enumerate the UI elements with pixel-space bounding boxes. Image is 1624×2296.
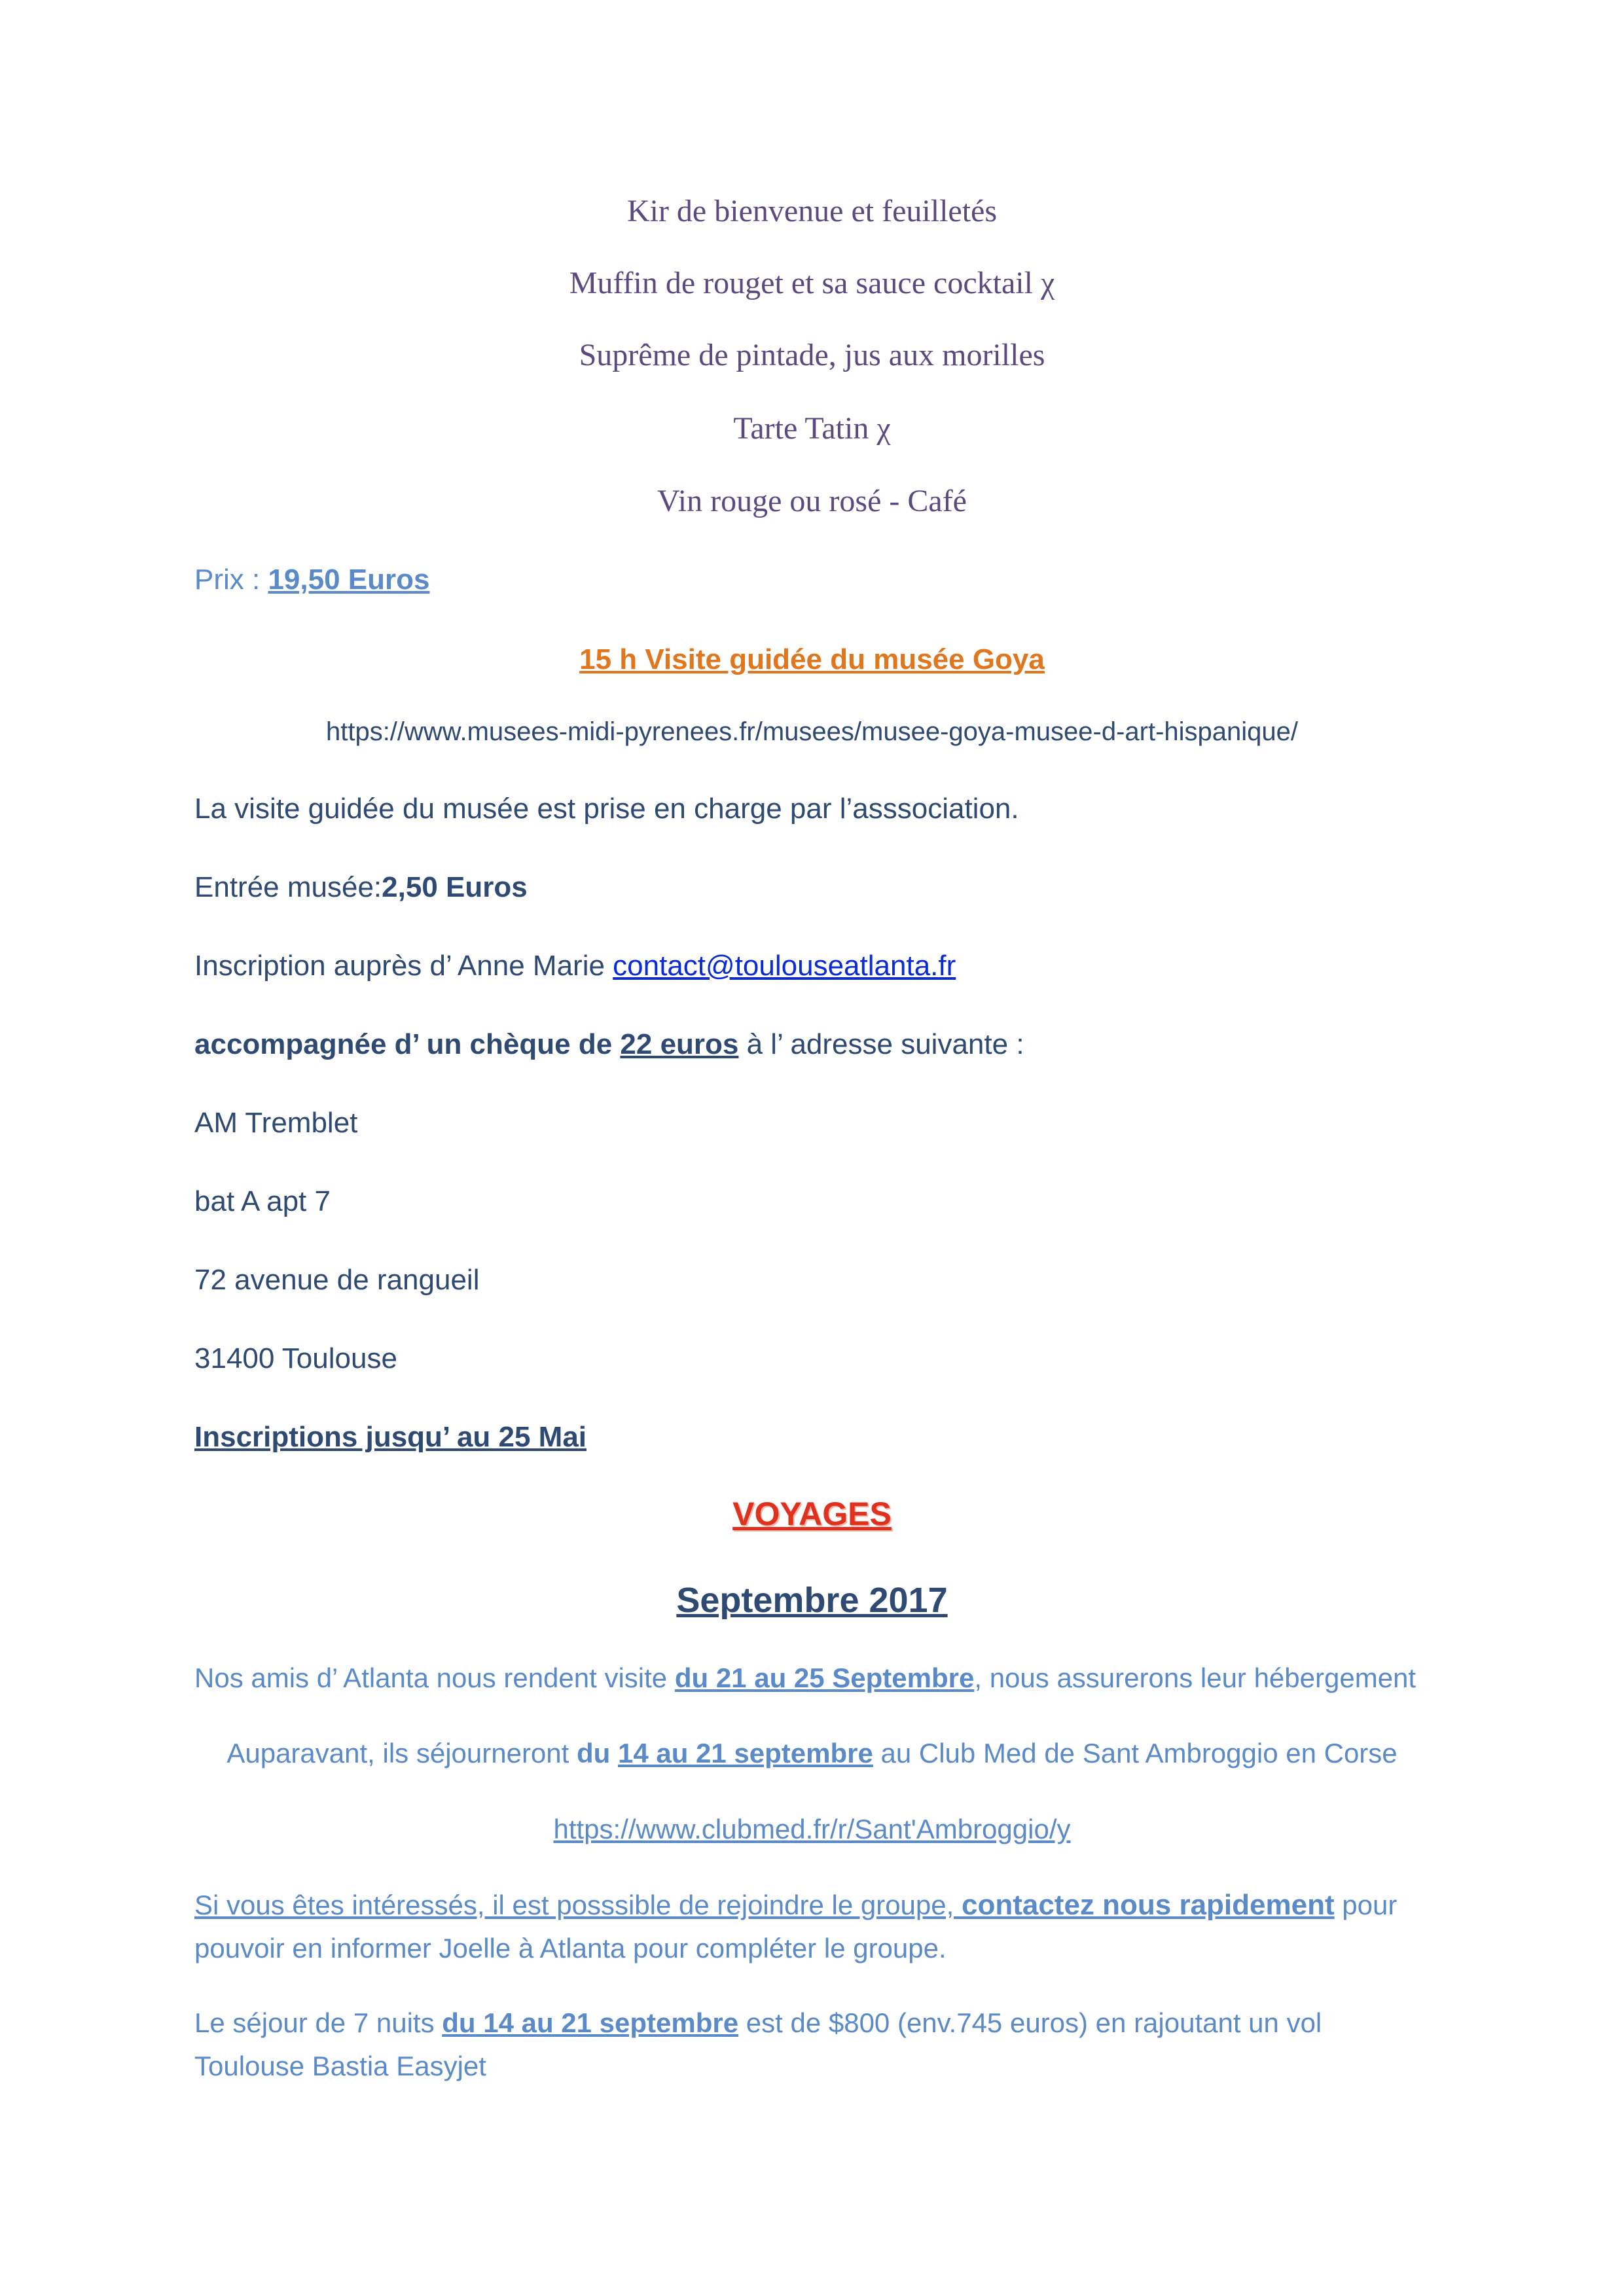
inscription-line [194, 948, 956, 984]
entry-value: 2,50 Euros [382, 871, 528, 903]
voyages-title: VOYAGES [732, 1496, 892, 1532]
menu-item-vin: Vin rouge ou rosé - Café [657, 484, 967, 518]
atlanta-visit-line [194, 1660, 1416, 1696]
before-text-1: Auparavant, ils séjourneront [226, 1738, 577, 1768]
inscription-text: Inscription auprès d’ Anne Marie [194, 950, 613, 982]
visit-title: 15 h Visite guidée du musée Goya [579, 643, 1045, 675]
cheque-amount: 22 euros [620, 1028, 739, 1060]
inscription-deadline: Inscriptions jusqu’ au 25 Mai [194, 1421, 587, 1453]
club-med-line [0, 1735, 1624, 1772]
atlanta-visit-text-1: Nos amis d’ Atlanta nous rendent visite [194, 1662, 675, 1693]
museum-url[interactable]: https://www.musees-midi-pyrenees.fr/musees/musee-goya-musee-d-art-hispanique/ [325, 717, 1299, 746]
stay-text-2: est de $800 (env.745 euros) en rajoutant un vol Toulouse Bastia Easyjet [194, 2007, 1322, 2081]
join-group-paragraph [194, 1884, 1438, 1970]
cheque-line [194, 1026, 1024, 1063]
atlanta-visit-text-2: , nous assurerons leur hébergement [974, 1662, 1416, 1693]
before-du: du [576, 1738, 618, 1768]
voyages-month: Septembre 2017 [676, 1581, 948, 1620]
price-label: Prix : [194, 564, 268, 596]
join-rest: pour pouvoir en informer Joelle à Atlanta pour compléter le groupe. [194, 1890, 1398, 1964]
before-dates: 14 au 21 septembre [617, 1738, 873, 1768]
address-line-2: bat A apt 7 [194, 1185, 331, 1217]
before-text-2: au Club Med de Sant Ambroggio en Corse [873, 1738, 1398, 1768]
cheque-bold: accompagnée d’ un chèque de [194, 1028, 621, 1060]
address-line-1: AM Tremblet [194, 1107, 358, 1139]
contact-email-link[interactable]: contact@toulouseatlanta.fr [613, 950, 956, 982]
join-text: Si vous êtes intéressés, il est posssible de rejoindre le groupe, [194, 1890, 962, 1920]
menu-item-tarte: Tarte Tatin χ [733, 411, 891, 446]
stay-paragraph [194, 2001, 1438, 2088]
menu-item-kir: Kir de bienvenue et feuilletés [626, 194, 998, 228]
join-bold: contactez nous rapidement [961, 1889, 1335, 1921]
address-line-3: 72 avenue de rangueil [194, 1264, 480, 1296]
address-line-4: 31400 Toulouse [194, 1342, 397, 1374]
menu-item-muffin: Muffin de rouget et sa sauce cocktail χ [569, 266, 1055, 300]
price-line [194, 562, 429, 598]
entry-line [194, 869, 528, 906]
entry-label: Entrée musée: [194, 871, 382, 903]
price-value: 19,50 Euros [268, 564, 430, 596]
stay-dates: du 14 au 21 septembre [442, 2007, 739, 2038]
visit-note: La visite guidée du musée est prise en charge par l’asssociation. [194, 793, 1019, 825]
atlanta-visit-dates: du 21 au 25 Septembre [674, 1662, 975, 1693]
cheque-rest: à l’ adresse suivante : [738, 1028, 1024, 1060]
stay-text-1: Le séjour de 7 nuits [194, 2007, 442, 2038]
clubmed-url[interactable]: https://www.clubmed.fr/r/Sant'Ambroggio/y [553, 1814, 1071, 1844]
menu-item-supreme: Suprême de pintade, jus aux morilles [579, 338, 1045, 372]
